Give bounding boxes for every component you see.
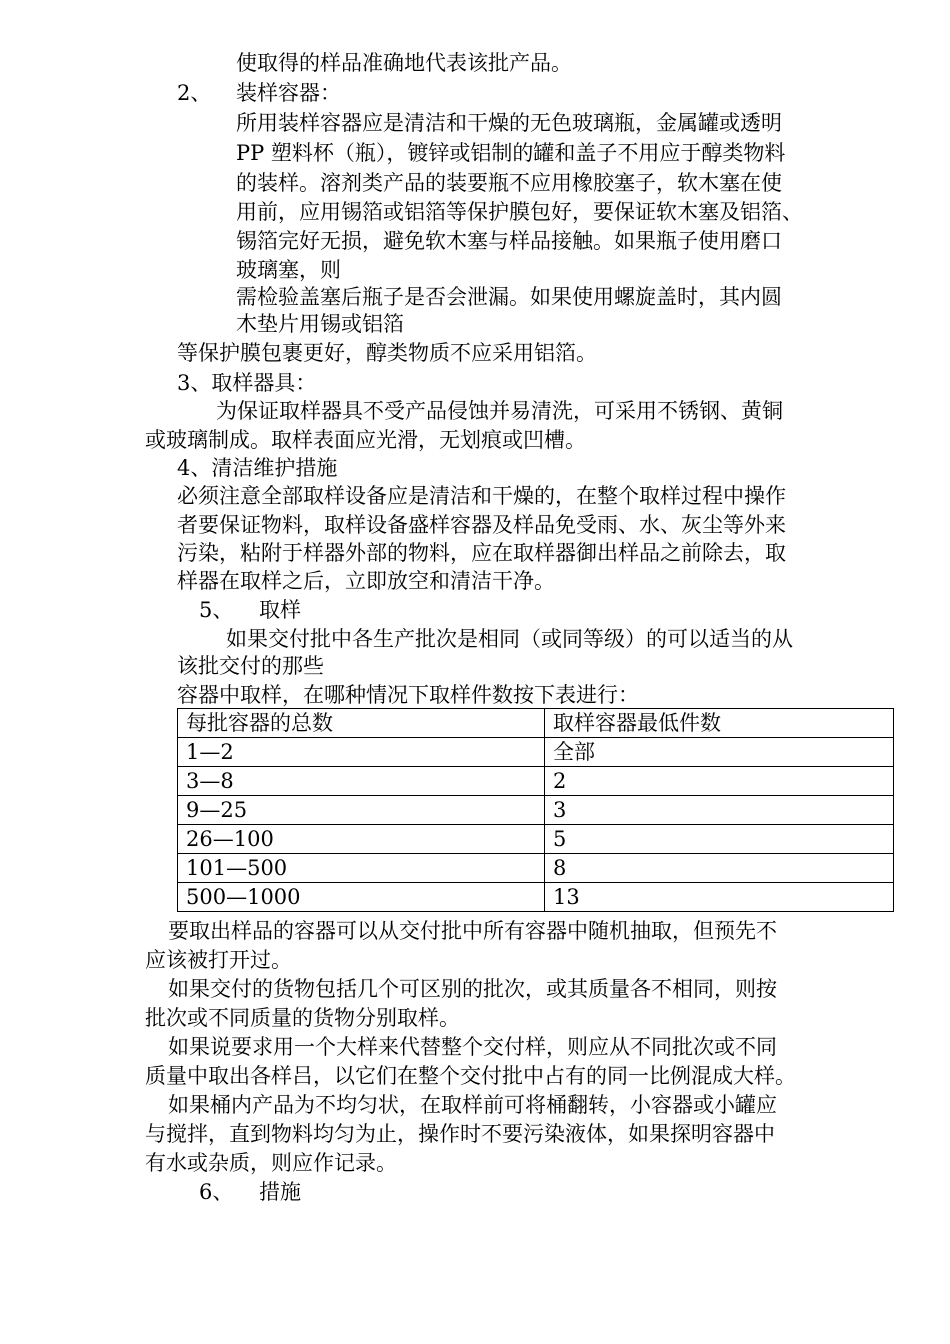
section-number-5: 5、 [199, 598, 234, 622]
text-line: 的装样。溶剂类产品的装要瓶不应用橡胶塞子，软木塞在使 [236, 171, 782, 195]
text-line: 者要保证物料，取样设备盛样容器及样品免受雨、水、灰尘等外来 [177, 513, 786, 537]
text-line: 该批交付的那些 [177, 654, 324, 678]
section-heading-4: 4、清洁维护措施 [177, 456, 338, 480]
text-line: 与搅拌，直到物料均匀为止，操作时不要污染液体，如果探明容器中 [145, 1122, 775, 1146]
text-line: 如果交付批中各生产批次是相同（或同等级）的可以适当的从 [226, 627, 793, 651]
table-cell: 5 [545, 825, 894, 854]
table-cell: 13 [545, 883, 894, 912]
text-line: 如果交付的货物包括几个可区别的批次，或其质量各不相同，则按 [168, 977, 777, 1001]
text-line: PP 塑料杯（瓶），镀锌或铝制的罐和盖子不用应于醇类物料 [236, 141, 786, 165]
section-number-2: 2、 [177, 81, 212, 105]
text-line: 使取得的样品准确地代表该批产品。 [236, 51, 572, 75]
text-line: 容器中取样，在哪种情况下取样件数按下表进行： [177, 683, 639, 707]
table-cell: 1—2 [178, 738, 545, 767]
table-header-cell: 取样容器最低件数 [545, 709, 894, 738]
table-row [178, 738, 894, 767]
text-line: 等保护膜包裹更好，醇类物质不应采用铝箔。 [177, 341, 597, 365]
text-line: 所用装样容器应是清洁和干燥的无色玻璃瓶，金属罐或透明 [236, 111, 782, 135]
section-heading-6: 措施 [259, 1180, 301, 1204]
table-row [178, 854, 894, 883]
text-line: 样器在取样之后，立即放空和清洁干净。 [177, 569, 555, 593]
table-cell: 3 [545, 796, 894, 825]
text-line: 如果说要求用一个大样来代替整个交付样，则应从不同批次或不同 [168, 1035, 777, 1059]
section-heading-5: 取样 [259, 598, 301, 622]
sampling-table [177, 708, 894, 912]
text-line: 批次或不同质量的货物分别取样。 [145, 1006, 460, 1030]
section-heading-3: 3、取样器具： [177, 371, 317, 395]
text-line: 或玻璃制成。取样表面应光滑，无划痕或凹槽。 [145, 428, 586, 452]
text-line: 有水或杂质，则应作记录。 [145, 1151, 397, 1175]
table-cell: 3—8 [178, 767, 545, 796]
table-cell: 9—25 [178, 796, 545, 825]
table-header-row [178, 709, 894, 738]
table-cell: 8 [545, 854, 894, 883]
text-line: 为保证取样器具不受产品侵蚀并易清洗，可采用不锈钢、黄铜 [216, 399, 783, 423]
text-line: 质量中取出各样吕，以它们在整个交付批中占有的同一比例混成大样。 [145, 1064, 796, 1088]
section-number-6: 6、 [199, 1180, 234, 1204]
table-row [178, 767, 894, 796]
text-line: 必须注意全部取样设备应是清洁和干燥的，在整个取样过程中操作 [177, 484, 786, 508]
table-row [178, 883, 894, 912]
text-line: 玻璃塞，则 [236, 258, 341, 282]
text-line: 用前，应用锡箔或铝箔等保护膜包好，要保证软木塞及铝箔、 [236, 200, 803, 224]
text-line: 如果桶内产品为不均匀状，在取样前可将桶翻转，小容器或小罐应 [168, 1093, 777, 1117]
text-line: 要取出样品的容器可以从交付批中所有容器中随机抽取，但预先不 [168, 919, 777, 943]
table-row [178, 825, 894, 854]
text-line: 木垫片用锡或铝箔 [236, 312, 404, 336]
section-heading-2: 装样容器： [236, 81, 341, 105]
table-cell: 101—500 [178, 854, 545, 883]
text-line: 需检验盖塞后瓶子是否会泄漏。如果使用螺旋盖时，其内圆 [236, 285, 782, 309]
text-line: 污染，粘附于样器外部的物料，应在取样器御出样品之前除去，取 [177, 541, 786, 565]
table-header-cell: 每批容器的总数 [178, 709, 545, 738]
table-cell: 全部 [545, 738, 894, 767]
table-cell: 2 [545, 767, 894, 796]
text-line: 应该被打开过。 [145, 948, 292, 972]
table-cell: 26—100 [178, 825, 545, 854]
table-row [178, 796, 894, 825]
text-line: 锡箔完好无损，避免软木塞与样品接触。如果瓶子使用磨口 [236, 229, 782, 253]
table-cell: 500—1000 [178, 883, 545, 912]
